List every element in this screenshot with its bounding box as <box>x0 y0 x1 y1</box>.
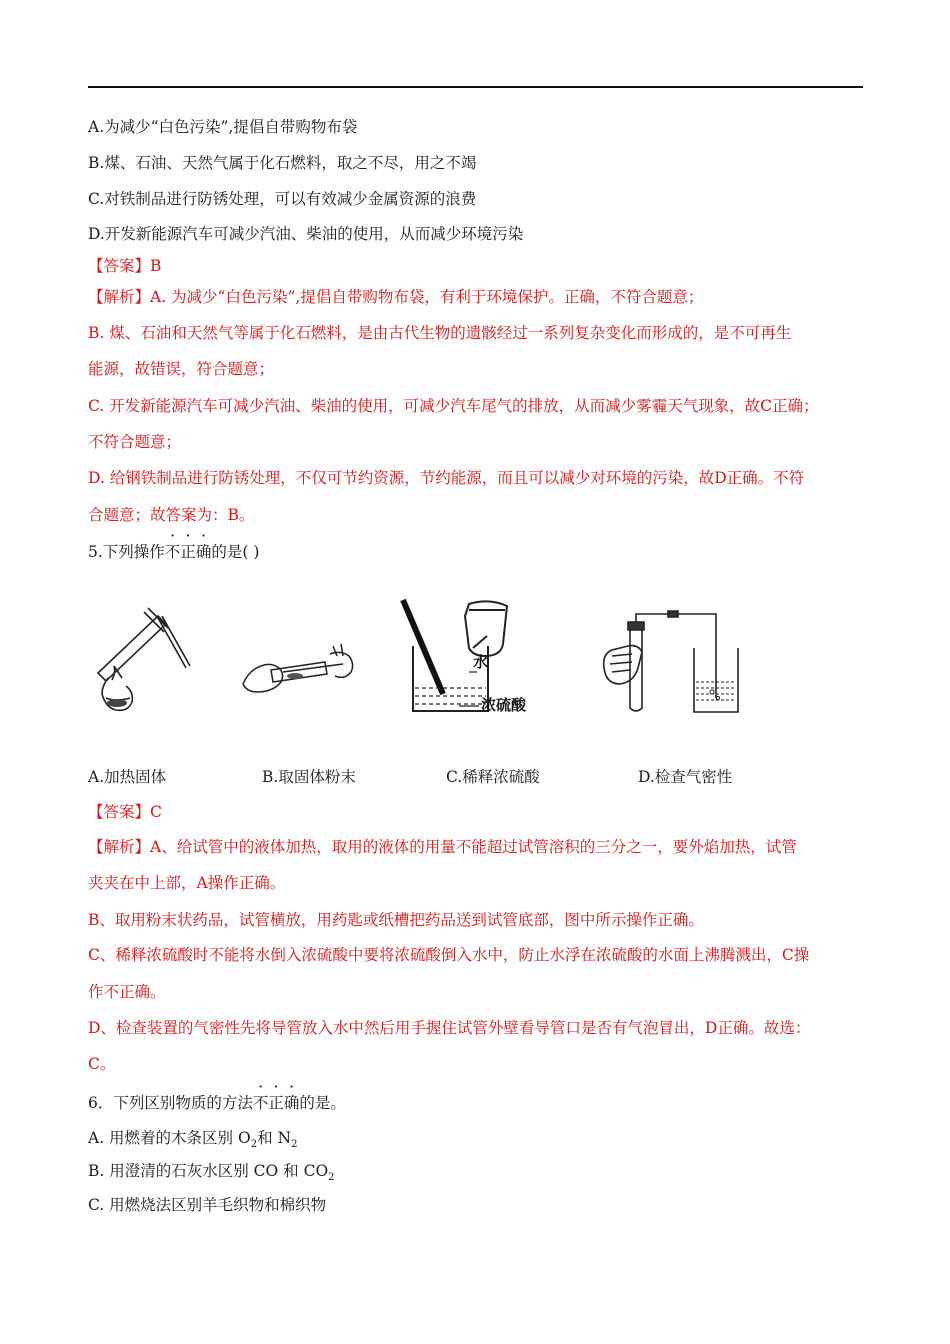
q4-analysis-line: 不符合题意； <box>88 433 182 451</box>
q4-analysis-line: 【解析】A. 为减少“白色污染”,提倡自带购物布袋，有利于环境保护。正确，不符合题意； <box>88 288 704 306</box>
caption-c: C.稀释浓硫酸 <box>446 768 540 786</box>
q5-analysis-line: 作不正确。 <box>88 983 166 1001</box>
q5-answer: 【答案】C <box>88 803 162 821</box>
q5-analysis-line: 【解析】A、给试管中的液体加热，取用的液体的用量不能超过试管溶积的三分之一，要外焰加热，试管 <box>88 838 797 856</box>
q5-analysis-line: C。 <box>88 1055 116 1073</box>
q4-analysis-line: 合题意；故答案为：B。 <box>88 506 255 524</box>
caption-b: B.取固体粉末 <box>262 768 356 786</box>
q4-analysis-line: 能源，故错误，符合题意； <box>88 360 275 378</box>
q6-stem: 6．下列区别物质的方法不正确的是。 <box>88 1094 346 1112</box>
figure-taking-powder <box>235 636 360 706</box>
q5-analysis-line: D、检查装置的气密性先将导管放入水中然后用手握住试管外壁看导管口是否有气泡冒出，D正确。故选： <box>88 1019 811 1037</box>
caption-d: D.检查气密性 <box>638 768 733 786</box>
label-water: 水 <box>473 653 489 671</box>
emphasis-char: 确 <box>283 1094 300 1112</box>
q5-analysis-line: C、稀释浓硫酸时不能将水倒入浓硫酸中要将浓硫酸倒入水中，防止水浮在浓硫酸的水面上沸腾溅出，C操 <box>88 946 810 964</box>
q4-option-b: B.煤、石油、天然气属于化石燃料，取之不尽，用之不竭 <box>88 154 477 172</box>
emphasis-char: 确 <box>195 543 212 561</box>
label-acid: 浓硫酸 <box>481 696 527 714</box>
q4-analysis-line: B. 煤、石油和天然气等属于化石燃料，是由古代生物的遗骸经过一系列复杂变化而形成的，是不可再生 <box>88 324 792 342</box>
q6-option-a: A. 用燃着的木条区别 $O_2$和 $N_2$ <box>88 1129 298 1151</box>
q5-stem: 5.下列操作不正确的是( ) <box>88 543 260 561</box>
emphasis-char: 正 <box>268 1094 284 1112</box>
figure-diluting-acid <box>393 596 543 721</box>
caption-a: A.加热固体 <box>88 768 167 786</box>
figure-heating-solid <box>88 598 198 718</box>
q4-answer: 【答案】B <box>88 257 162 275</box>
q5-analysis-line: 夹夹在中上部，A操作正确。 <box>88 874 286 892</box>
emphasis-char: 不 <box>252 1094 269 1112</box>
q5-analysis-line: B、取用粉末状药品，试管横放，用药匙或纸槽把药品送到试管底部，图中所示操作正确。 <box>88 911 704 929</box>
emphasis-char: 不 <box>164 543 181 561</box>
q4-analysis-line: C. 开发新能源汽车可减少汽油、柴油的使用，可减少汽车尾气的排放，从而减少雾霾天气现象，故C正确； <box>88 397 819 415</box>
q6-option-c: C. 用燃烧法区别羊毛织物和棉织物 <box>88 1196 327 1214</box>
q4-analysis-line: D. 给钢铁制品进行防锈处理，不仅可节约资源，节约能源，而且可以减少对环境的污染，故D正确。不符 <box>88 469 805 487</box>
q6-option-b: B. 用澄清的石灰水区别 CO 和 $CO_2$ <box>88 1162 335 1184</box>
header-rule <box>88 86 863 88</box>
q4-option-d: D.开发新能源汽车可减少汽油、柴油的使用，从而减少环境污染 <box>88 225 524 243</box>
emphasis-char: 正 <box>180 543 196 561</box>
q4-option-c: C.对铁制品进行防锈处理，可以有效减少金属资源的浪费 <box>88 190 477 208</box>
q4-option-a: A.为减少“白色污染”,提倡自带购物布袋 <box>88 118 358 136</box>
figure-airtightness <box>598 608 748 718</box>
